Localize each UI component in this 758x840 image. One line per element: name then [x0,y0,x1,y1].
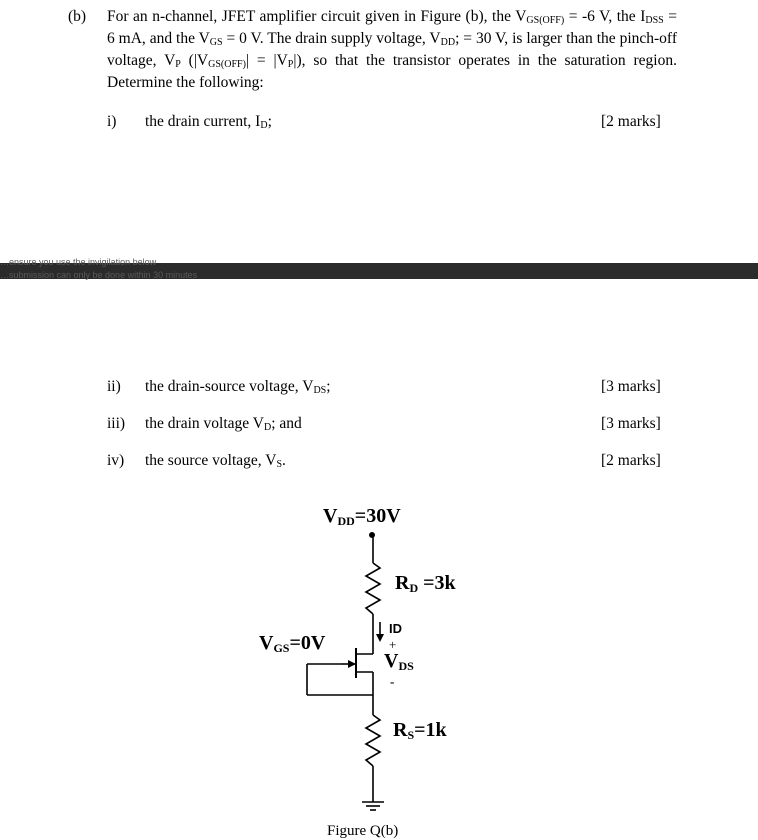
part-iii-text: the drain voltage $V_D$; and [145,415,302,433]
gate-arrow-icon [348,660,356,668]
jfet-circuit-diagram [0,490,758,840]
part-i-text: the drain current, $I_D$; [145,113,272,131]
part-i-number: i) [107,113,117,130]
rd-label: $R_D =3k$ [395,572,456,595]
vds-plus-label: + [389,637,397,652]
resistor-rs [366,715,380,766]
id-arrow-icon [376,634,384,642]
vds-label: $V_{DS}$ [384,650,414,673]
part-iv-text: the source voltage, $V_S$. [145,452,286,470]
vgs-label: $V_{GS}=0V$ [259,632,326,655]
overlay-text-1: …ensure you use the invigilation below [0,257,157,267]
overlay-bar [0,257,758,280]
rs-label: $R_S=1k$ [393,719,447,742]
vdd-terminal [370,533,374,537]
figure-caption: Figure Q(b) [327,823,399,839]
id-label: ID [389,621,402,636]
vds-minus-label: - [390,674,395,689]
part-iv-number: iv) [107,452,125,469]
part-iii-number: iii) [107,415,126,432]
resistor-rd [366,563,380,614]
ground-icon [362,802,384,810]
part-iii-marks: [3 marks] [601,415,661,432]
vdd-label: $V_{DD}=30V$ [323,505,401,528]
overlay-text-2: …submission can only be done within 30 minutes [0,270,198,280]
part-ii-text: the drain-source voltage, $V_{DS}$; [145,378,331,396]
part-iv-marks: [2 marks] [601,452,661,469]
question-label: (b) [68,8,87,25]
part-ii-marks: [3 marks] [601,378,661,395]
question-intro: For an n-channel, JFET amplifier circuit given in Figure (b), the $V_{GS(OFF)} = -6$ V, the $I_{DSS} = 6$ mA, and the $V_{GS} = 0$ V. The drain supply voltage, $V_{DD}$; = 30 V, is larger than the pinch-off voltage, $V_P$ $(|V_{GS(OFF)}| = |V_P|)$, so that the transistor operates in the saturation region. Determine the following: [107,8,678,91]
part-i-marks: [2 marks] [601,113,661,130]
part-ii-number: ii) [107,378,121,395]
